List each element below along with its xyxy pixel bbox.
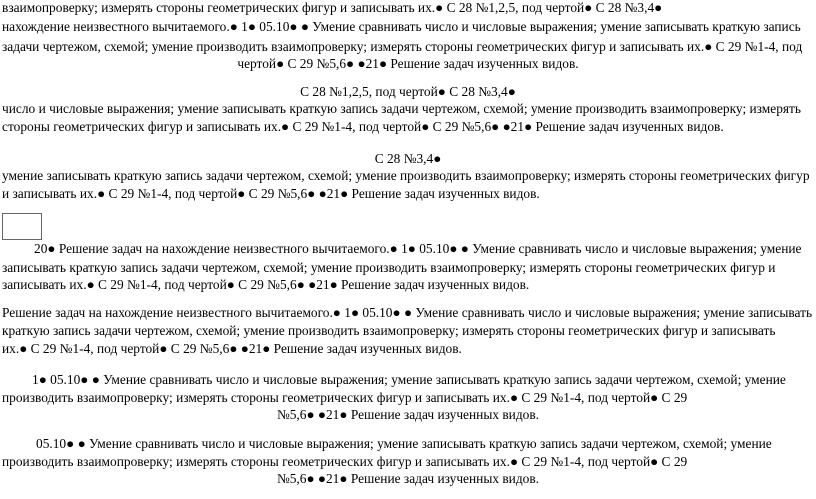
text-line: число и числовые выражения; умение записывать краткую запись задачи чертежом, схемой; умение производить взаимопроверку; измерять [2, 101, 802, 116]
text-line: краткую запись задачи чертежом, схемой; умение производить взаимопроверку; измерять стороны геометрических фигур и записывать [2, 323, 776, 338]
text-line: записывать краткую запись задачи чертежом, схемой; умение производить взаимопроверку; измерять стороны геометрических фигур и [2, 260, 776, 275]
text-line: С 28 №1,2,5, под чертой● С 28 №3,4● [300, 84, 516, 99]
text-line: 05.10● ● Умение сравнивать число и числовые выражения; умение записывать краткую запись задачи чертежом, схемой; умение [36, 436, 772, 451]
text-line: №5,6● ●21● Решение задач изученных видов. [276, 407, 540, 422]
empty-cell-box [2, 213, 42, 240]
text-line: нахождение неизвестного вычитаемого.● 1● 05.10● ● Умение сравнивать число и числовые выражения; умение записывать краткую запись [2, 19, 801, 34]
text-line: задачи чертежом, схемой; умение производить взаимопроверку; измерять стороны геометрических фигур и записывать их.● С 29 №1-4, под [2, 39, 803, 54]
text-line: С 28 №3,4● [374, 151, 442, 166]
text-line: производить взаимопроверку; измерять стороны геометрических фигур и записывать их.● С 29 №1-4, под чертой● С 29 [2, 454, 688, 469]
text-line: чертой● С 29 №5,6● ●21● Решение задач изученных видов. [237, 56, 579, 71]
text-line: их.● С 29 №1-4, под чертой● С 29 №5,6● ●21● Решение задач изученных видов. [2, 341, 462, 356]
text-line: №5,6● ●21● Решение задач изученных видов. [276, 471, 540, 486]
text-line: 20● Решение задач на нахождение неизвестного вычитаемого.● 1● 05.10● ● Умение сравнивать число и числовые выражения; умение [34, 241, 802, 256]
text-line: производить взаимопроверку; измерять стороны геометрических фигур и записывать их.● С 29 №1-4, под чертой● С 29 [2, 390, 688, 405]
text-line: и записывать их.● С 29 №1-4, под чертой● С 29 №5,6● ●21● Решение задач изученных видов. [2, 186, 540, 201]
text-line: умение записывать краткую запись задачи чертежом, схемой; умение производить взаимопроверку; измерять стороны геометрических фигур [2, 168, 810, 183]
text-line: Решение задач на нахождение неизвестного вычитаемого.● 1● 05.10● ● Умение сравнивать число и числовые выражения; умение записывать [2, 305, 813, 320]
text-line: 1● 05.10● ● Умение сравнивать число и числовые выражения; умение записывать краткую запись задачи чертежом, схемой; умение [32, 372, 786, 387]
text-line: записывать их.● С 29 №1-4, под чертой● С 29 №5,6● ●21● Решение задач изученных видов. [2, 277, 530, 292]
text-line: стороны геометрических фигур и записывать их.● С 29 №1-4, под чертой● С 29 №5,6● ●21● Решение задач изученных видов. [2, 119, 724, 134]
text-line: взаимопроверку; измерять стороны геометрических фигур и записывать их.● С 28 №1,2,5, под чертой● С 28 №3,4● [2, 0, 663, 15]
